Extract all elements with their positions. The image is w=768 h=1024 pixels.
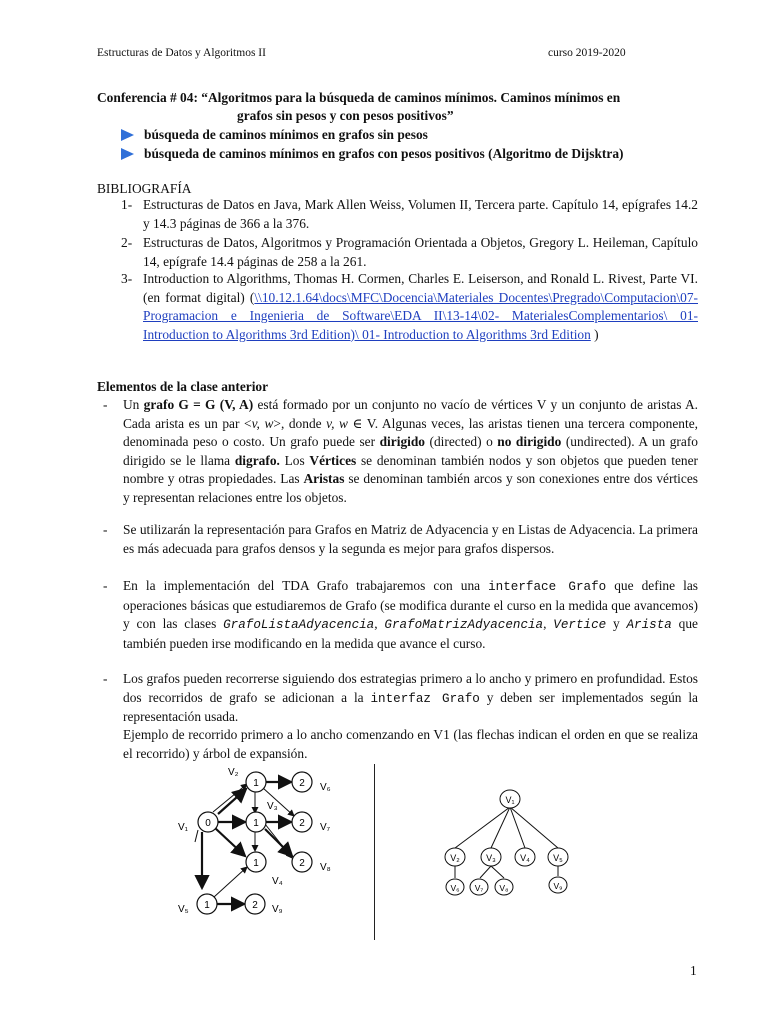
node-label: V₆: [320, 782, 331, 793]
tree-node-label: V₉: [553, 881, 563, 891]
text-run: grafo G = G (V, A): [143, 397, 254, 412]
text-run: que también pueden irse modificando en la medida que avance el curso.: [123, 616, 698, 651]
tree-node-label: V₃: [486, 853, 496, 863]
node-value: 1: [204, 900, 210, 911]
bib-entry: [143, 270, 698, 344]
topic-bullet: [121, 145, 623, 164]
tree-node-label: V₂: [450, 853, 460, 863]
tree-node-label: V₆: [450, 883, 460, 893]
bib-link-open: (: [249, 289, 255, 305]
node-value: 2: [299, 778, 305, 789]
tree-node: [548, 848, 568, 866]
node-value: 0: [205, 818, 211, 829]
node-label: V₂: [228, 767, 239, 778]
representation-paragraph: Se utilizarán la representación para Grafos en Matriz de Adyacencia y en Listas de Adyacencia. La primera es más adecuada para grafos densos y la segunda es mejor para grafos dispersos.: [123, 522, 698, 556]
graph-node: [178, 812, 218, 833]
text-run: Un: [123, 397, 144, 412]
tree-node: [515, 848, 535, 866]
node-label: V₅: [178, 904, 189, 915]
code-run: Arista: [626, 618, 672, 632]
bib-number: 3-: [121, 271, 133, 286]
node-label: V₁: [178, 822, 189, 833]
topic-bullet: [121, 126, 428, 145]
text-run: no dirigido: [497, 434, 562, 449]
bibliography-link[interactable]: \\10.12.1.64\docs\MFC\Docencia\Materiales Docentes\Pregrado\Computacion\07-Programacion e Ingenieria de Software\EDA II\13-14\02- MaterialesComplementarios\ 01- Introduction to Algorithms 3rd Edition)\ 01- Introduction to Algorithms 3rd Edition: [143, 289, 698, 342]
arrow-bullet-icon: [121, 148, 134, 160]
graph-definition-paragraph: [123, 396, 698, 507]
bib-link-close: ): [590, 326, 599, 342]
code-run: Vertice: [553, 618, 607, 632]
bib-entry: Estructuras de Datos, Algoritmos y Programación Orientada a Objetos, Gregory L. Heileman, Capítulo 14, epígrafe 14.4 páginas de 258 a la 261.: [143, 235, 698, 269]
section-heading: Elementos de la clase anterior: [97, 379, 269, 394]
tree-node-label: V₇: [474, 883, 484, 893]
code-run: GrafoListaAdyacencia: [223, 618, 375, 632]
tree-node-label: V₄: [520, 853, 530, 863]
tree-node-label: V₁: [505, 795, 515, 805]
tree-node: [446, 879, 464, 895]
arrow-bullet-icon: [121, 129, 134, 141]
node-value: 2: [299, 858, 305, 869]
text-run: que define las operaciones básicas que estudiaremos de Grafo (se modifica durante el curso en la medida que avancemos) y con las clases: [123, 578, 698, 631]
tree-edges: [455, 807, 558, 878]
node-label: V₃: [267, 801, 278, 812]
node-value: 1: [253, 778, 259, 789]
code-run: interfaz Grafo: [370, 691, 480, 706]
conference-title-line2: grafos sin pesos y con pesos positivos”: [237, 108, 454, 123]
graph-node: [292, 772, 331, 793]
node-label: V₈: [320, 862, 331, 873]
conference-title: [97, 89, 707, 108]
text-run: (directed) o: [425, 434, 498, 449]
text-run: ∈ V. Algunas veces, las aristas tienen una tercera componente, denominada peso o costo. Un grafo puede ser: [123, 415, 698, 449]
spanning-tree-diagram: [430, 782, 590, 900]
graph-node: [228, 767, 266, 792]
example-paragraph: Ejemplo de recorrido primero a lo ancho comenzando en V1 (las flechas indican el orden en que se realiza el recorrido) y árbol de expansión.: [123, 727, 698, 761]
text-run: Vértices: [309, 452, 357, 468]
dash-bullet: -: [103, 671, 108, 686]
node-value: 1: [253, 818, 259, 829]
topic-text: búsqueda de caminos mínimos en grafos sin pesos: [144, 127, 428, 142]
graph-node: [292, 812, 331, 833]
tree-node: [549, 877, 567, 893]
code-run: GrafoMatrizAdyacencia: [384, 618, 544, 632]
tree-node: [481, 848, 501, 866]
node-label: V₉: [272, 904, 283, 915]
tree-node: [495, 879, 513, 895]
node-value: 1: [253, 858, 259, 869]
text-run: En la implementación del TDA Grafo trabajaremos con una: [123, 578, 489, 593]
text-run: se denominan también nodos y son objetos que pueden tener nombre y otras propiedades. Las: [123, 452, 698, 486]
tda-paragraph: [123, 577, 698, 653]
running-header-left: Estructuras de Datos y Algoritmos II: [97, 47, 266, 59]
text-run: (undirected). A un grafo dirigido se le llama: [123, 434, 698, 468]
node-value: 2: [252, 900, 258, 911]
bib-number: 2-: [121, 235, 133, 250]
node-label: V₄: [272, 876, 283, 887]
dash-bullet: -: [103, 397, 108, 412]
dash-bullet: -: [103, 578, 108, 593]
tree-node-label: V₈: [499, 883, 509, 893]
graph-node: [245, 894, 283, 915]
tree-node: [470, 879, 488, 895]
text-run: ,: [543, 616, 554, 631]
text-run: ,: [374, 616, 385, 631]
bib-entry-text: Introduction to Algorithms, Thomas H. Cormen, Charles E. Leiserson, and Ronald L. Rivest, Parte VI. (en format digital): [143, 271, 698, 305]
text-run: Los: [279, 452, 310, 468]
text-run: Aristas: [303, 471, 345, 486]
node-label: V₇: [320, 822, 331, 833]
text-run: digrafo.: [234, 452, 280, 468]
tree-node: [500, 790, 520, 808]
text-run: se denominan también arcos y son conexiones entre dos vértices y representan relaciones entre los objetos.: [123, 471, 698, 505]
bibliography-heading: BIBLIOGRAFÍA: [97, 181, 192, 196]
text-run: v, w: [326, 415, 348, 431]
bib-number: 1-: [121, 197, 133, 212]
traversal-paragraph: [123, 670, 698, 727]
text-run: dirigido: [379, 434, 425, 449]
page-number: 1: [690, 963, 697, 978]
figure-divider: [374, 764, 375, 940]
tree-node-label: V₅: [553, 853, 563, 863]
text-run: y: [606, 616, 627, 631]
bfs-graph-diagram: [170, 762, 370, 924]
graph-node: [246, 852, 283, 887]
running-header-right: curso 2019-2020: [548, 47, 626, 59]
tree-node: [445, 848, 465, 866]
text-run: y deben ser implementados según la representación usada.: [123, 689, 699, 724]
text-run: v, w: [251, 415, 274, 431]
text-run: está formado por un conjunto no vacío de vértices V y un conjunto de aristas A. Cada arista es un par <: [123, 397, 698, 431]
text-run: Los grafos pueden recorrerse siguiendo dos estrategias primero a lo ancho y primero en profundidad. Estos dos recorridos de grafo se adicionan a la: [123, 671, 698, 705]
conference-label: Conferencia # 04:: [97, 90, 198, 105]
conference-title-line1: “Algoritmos para la búsqueda de caminos mínimos. Caminos mínimos en: [201, 90, 621, 105]
dash-bullet: -: [103, 522, 108, 537]
topic-text: búsqueda de caminos mínimos en grafos con pesos positivos (Algoritmo de Dijsktra): [144, 146, 624, 161]
graph-node: [178, 894, 217, 915]
bib-entry: Estructuras de Datos en Java, Mark Allen Weiss, Volumen II, Tercera parte. Capítulo 14, epígrafes 14.2 y 14.3 páginas de 366 a la 376.: [143, 197, 698, 231]
code-run: interface Grafo: [488, 580, 607, 594]
graph-node: [246, 801, 278, 832]
text-run: >, donde: [273, 415, 327, 431]
node-value: 2: [299, 818, 305, 829]
graph-node: [292, 852, 331, 873]
